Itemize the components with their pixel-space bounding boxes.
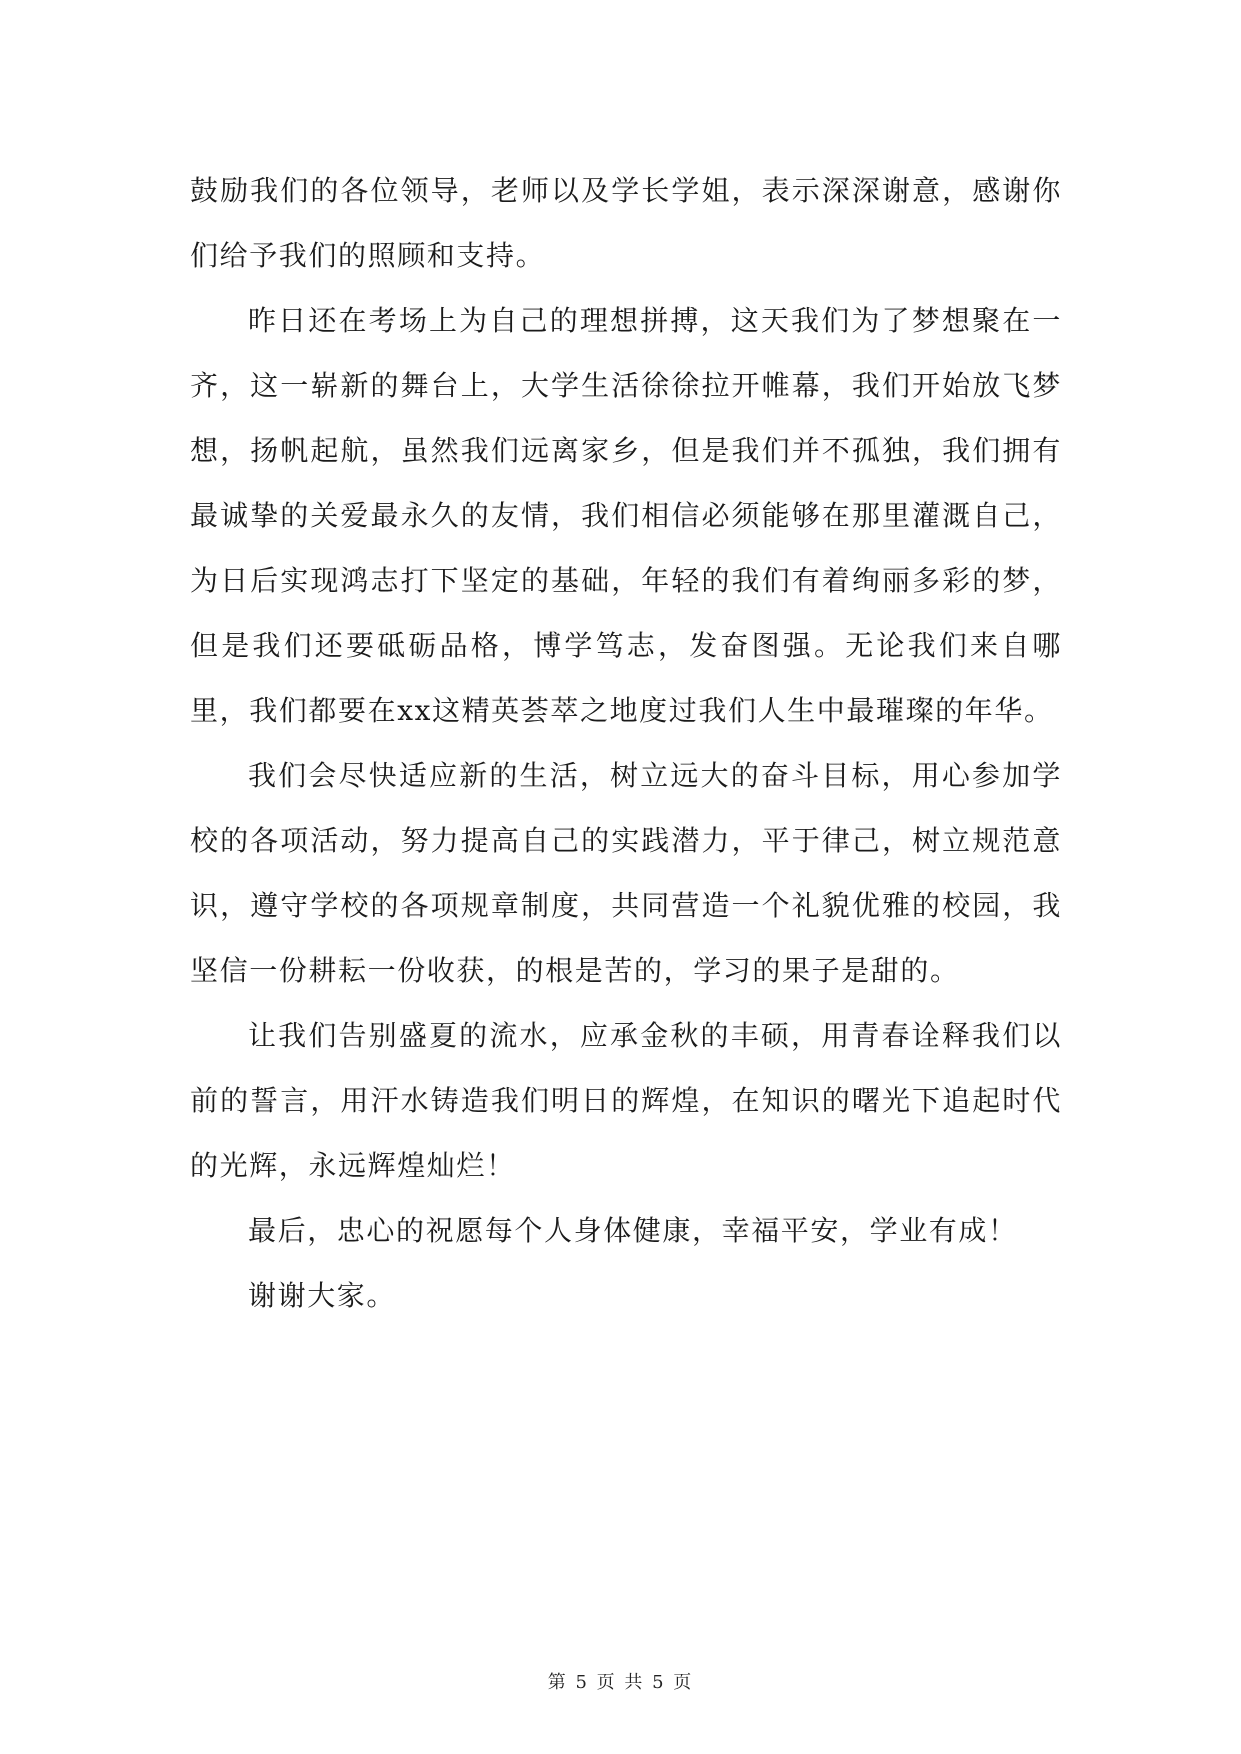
paragraph-continuation: 鼓励我们的各位领导，老师以及学长学姐，表示深深谢意，感谢你们给予我们的照顾和支持。	[190, 174, 1062, 272]
page-footer: 第 5 页 共 5 页	[547, 1672, 694, 1693]
paragraph: 最后，忠心的祝愿每个人身体健康，幸福平安，学业有成！	[248, 1214, 1018, 1247]
document-body	[190, 158, 1062, 1328]
paragraph: 谢谢大家。	[248, 1279, 397, 1312]
paragraph: 让我们告别盛夏的流水，应承金秋的丰硕，用青春诠释我们以前的誓言，用汗水铸造我们明日的辉煌，在知识的曙光下追起时代的光辉，永远辉煌灿烂！	[190, 1019, 1062, 1182]
paragraph: 我们会尽快适应新的生活，树立远大的奋斗目标，用心参加学校的各项活动，努力提高自己的实践潜力，平于律己，树立规范意识，遵守学校的各项规章制度，共同营造一个礼貌优雅的校园，我坚信一份耕耘一份收获，的根是苦的，学习的果子是甜的。	[190, 759, 1062, 987]
paragraph: 昨日还在考场上为自己的理想拼搏，这天我们为了梦想聚在一齐，这一崭新的舞台上，大学生活徐徐拉开帷幕，我们开始放飞梦想，扬帆起航，虽然我们远离家乡，但是我们并不孤独，我们拥有最诚挚的关爱最永久的友情，我们相信必须能够在那里灌溉自己，为日后实现鸿志打下坚定的基础，年轻的我们有着绚丽多彩的梦，但是我们还要砥砺品格，博学笃志，发奋图强。无论我们来自哪里，我们都要在xx这精英荟萃之地度过我们人生中最璀璨的年华。	[190, 304, 1062, 727]
